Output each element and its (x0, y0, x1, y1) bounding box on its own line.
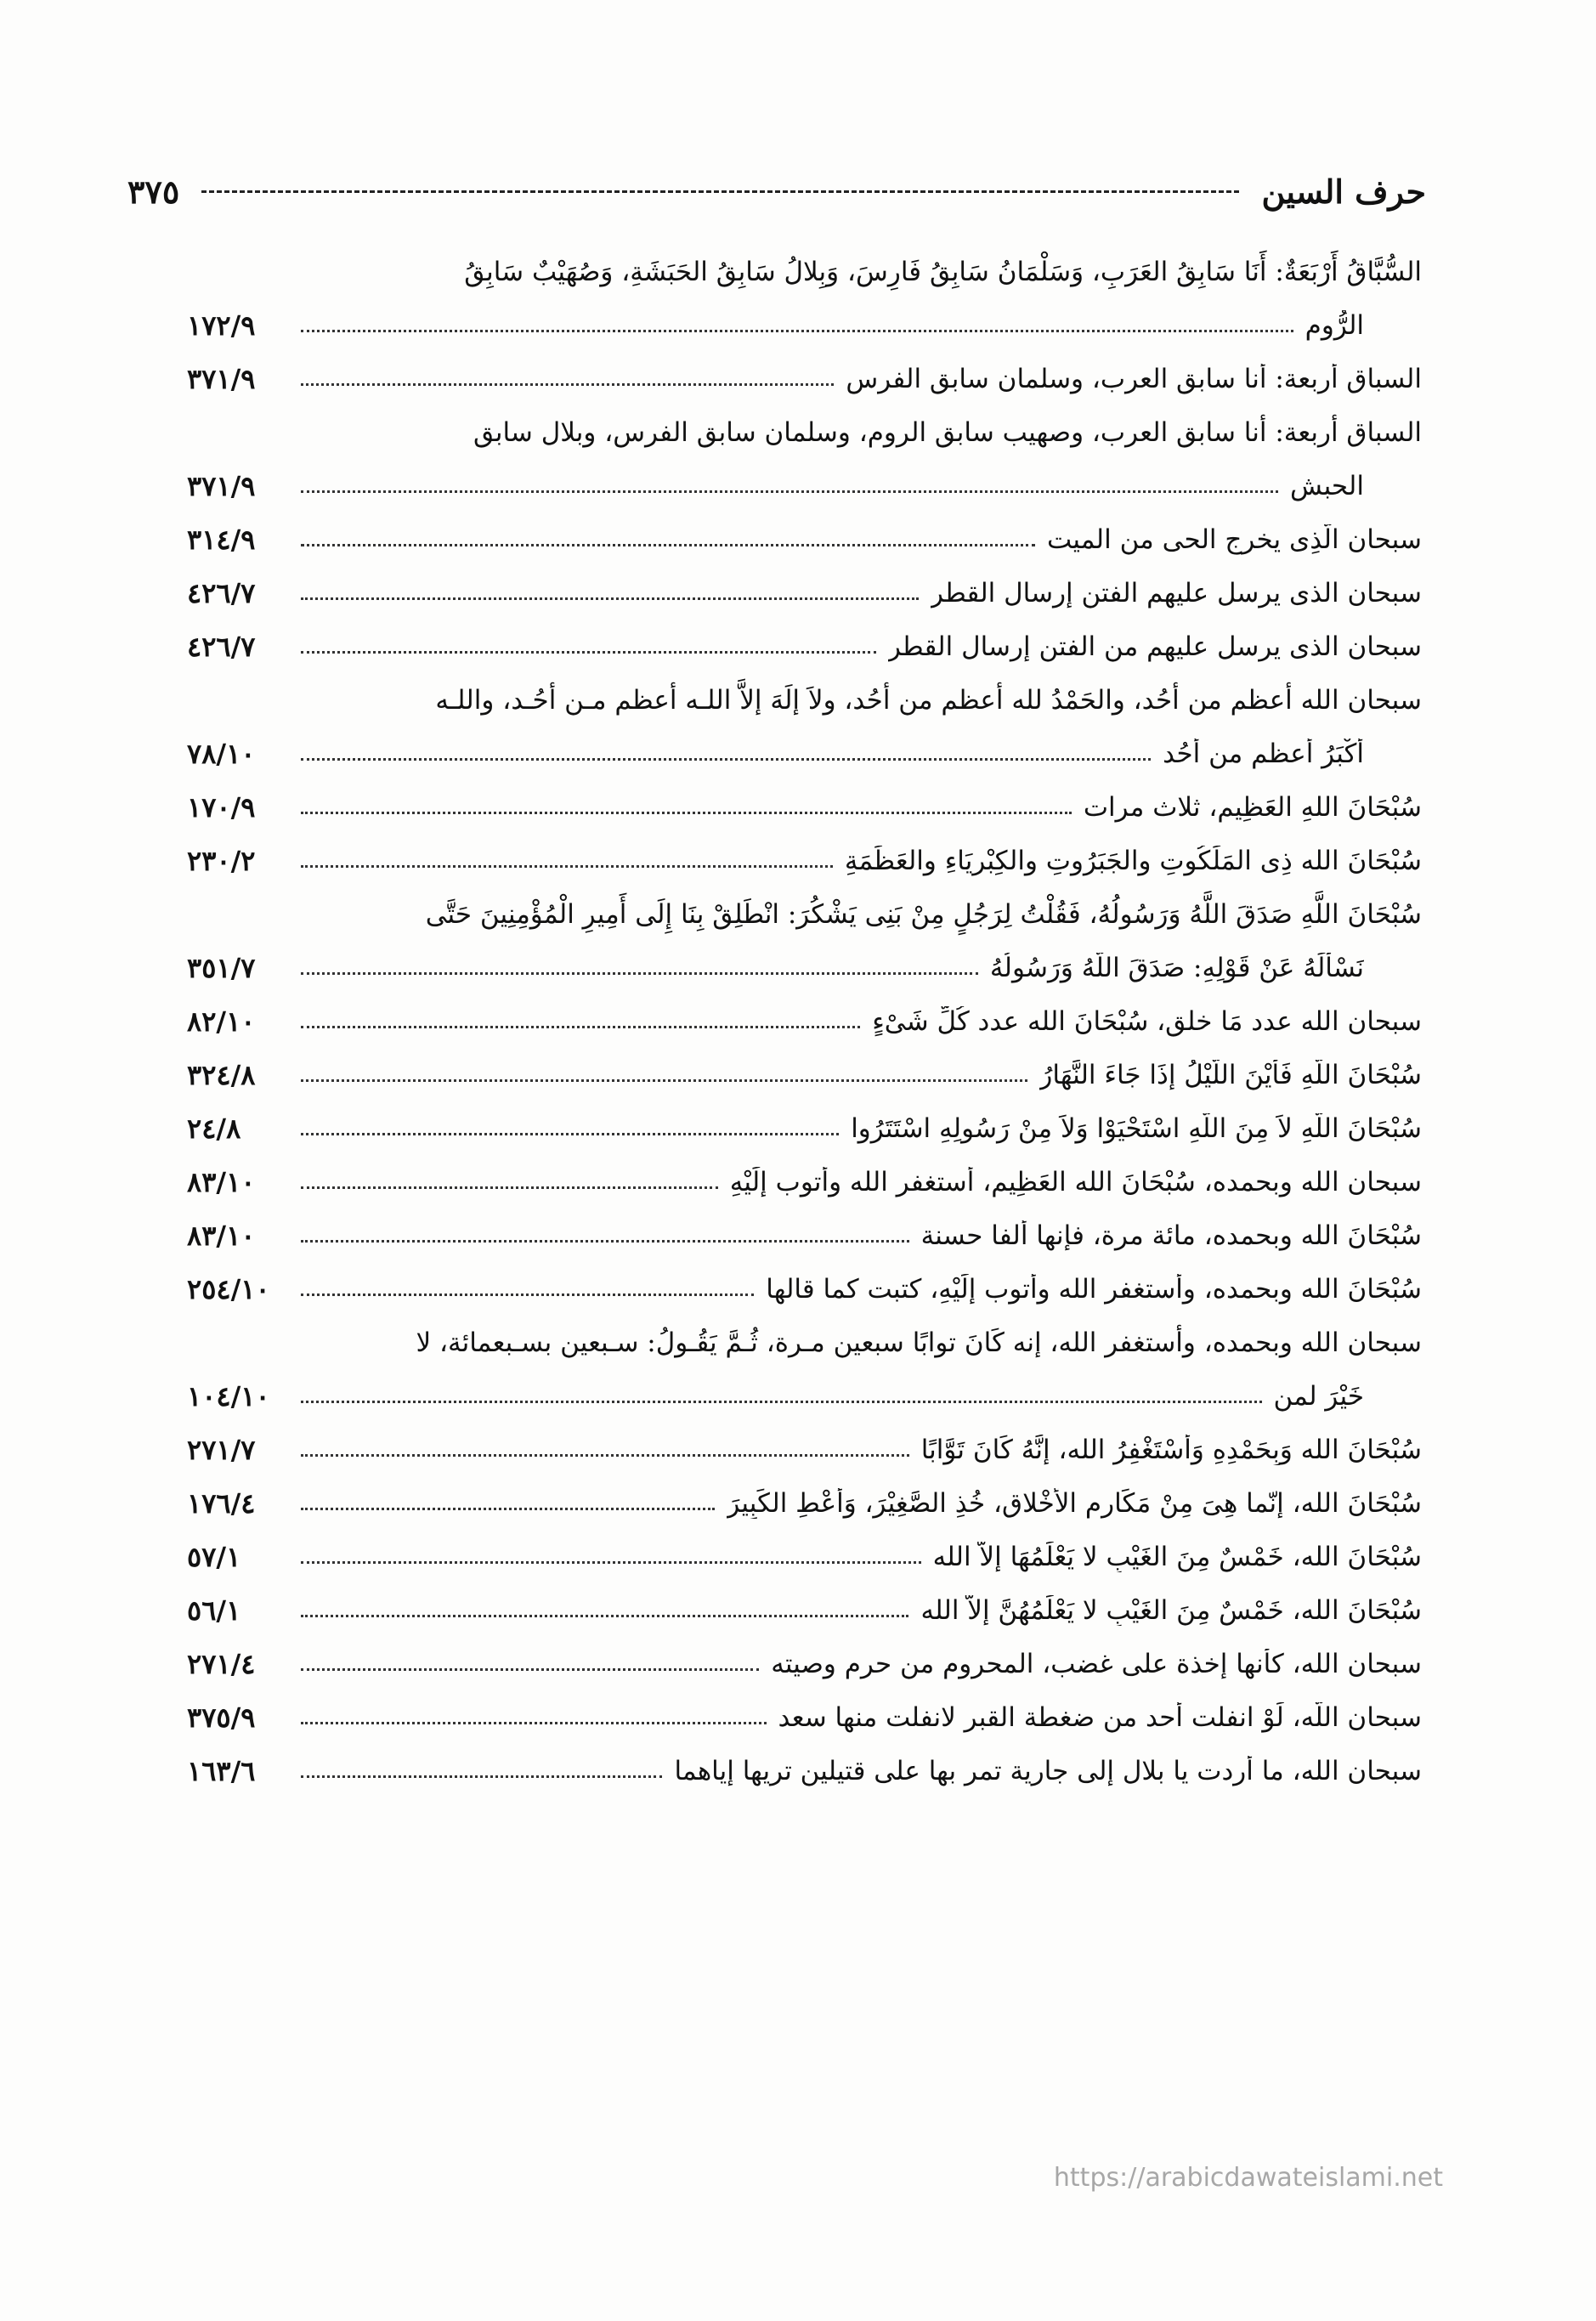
entry-continuation-line (187, 727, 1422, 780)
index-entry (187, 780, 1422, 834)
volume-page-reference: ٢٧١/٤ (187, 1647, 256, 1680)
entry-text: سبحان الذى يرسل عليهم من الفتن إرسال القطر (887, 631, 1422, 662)
entry-line (187, 994, 1422, 1048)
entry-line (187, 1530, 1422, 1583)
hadith-index-list (187, 245, 1422, 1797)
entry-text: سبحان الذى يرسل عليهم الفتن إرسال القطر (931, 577, 1422, 609)
volume-page-reference: ٣٧٥/٩ (187, 1701, 256, 1734)
dotted-leader (301, 1775, 662, 1778)
entry-text: سبحان الله عدد مَا خلق، سُبْحَانَ الله عدد كُلِّ شَىْءٍ (872, 1005, 1422, 1037)
entry-text: سُبْحَانَ الله وبحمده، مائة مرة، فإنها ألفا حسنة (920, 1220, 1422, 1251)
dotted-leader (301, 972, 978, 975)
volume-page-reference: ٤٢٦/٧ (187, 576, 256, 609)
volume-page-reference: ٢٥٤/١٠ (187, 1272, 270, 1305)
entry-line (187, 1048, 1422, 1101)
dotted-leader (301, 758, 1151, 761)
entry-line (187, 1101, 1422, 1155)
entry-continuation-line (187, 1369, 1422, 1423)
entry-line (187, 834, 1422, 887)
entry-line (187, 1262, 1422, 1316)
entry-text: سُبْحَانَ الله، خَمْسٌ مِنَ الغَيْبِ لا يَعْلَمُهَا إلاَّ الله (932, 1541, 1422, 1572)
volume-page-reference: ٣٧١/٩ (187, 469, 256, 502)
volume-page-reference: ٣٢٤/٨ (187, 1058, 256, 1091)
volume-page-reference: ٣٧١/٩ (187, 362, 256, 395)
dotted-leader (301, 1561, 921, 1564)
index-entry (187, 1101, 1422, 1155)
entry-text: سبحان الله أعظم من أحُد، والحَمْدُ لله أعظم من أحُد، ولاَ إلَهَ إلاَّ اللـه أعظم مـن أحُـد، واللـه (435, 684, 1422, 716)
index-entry (187, 673, 1422, 780)
entry-text: سُبْحَانَ اللهِ العَظِيمِ، ثلاث مرات (1083, 791, 1422, 823)
entry-text: السُّبَّاقُ أَرْبَعَةٌ: أَنَا سَابِقُ العَرَبِ، وَسَلْمَانُ سَابِقُ فَارِسَ، وَبِلالُ سَابِقُ الحَبَشَةِ، وَصُهَيْبٌ سَابِقُ (464, 256, 1422, 287)
entry-line (187, 566, 1422, 620)
index-entry (187, 994, 1422, 1048)
index-entry (187, 1583, 1422, 1637)
volume-page-reference: ١٧٦/٤ (187, 1486, 256, 1520)
volume-page-reference: ٨٢/١٠ (187, 1005, 256, 1038)
entry-line (187, 1583, 1422, 1637)
index-entry (187, 1530, 1422, 1583)
entry-text: سبحان الله وبحمده، سُبْحَانَ الله العَظِيمِ، أستغفر الله وأتوب إِلَيْهِ (729, 1166, 1422, 1197)
dotted-leader (301, 1133, 839, 1135)
dotted-leader (301, 1026, 860, 1028)
entry-text: سبحان الله وبحمده، وأستغفر الله، إنه كَانَ توابًا سبعين مـرة، ثُـمَّ يَقُـولُ: سـبعين بسـبعمائة، لا (416, 1327, 1422, 1358)
entry-text: سُبْحَانَ الله وبحمده، وأستغفر الله وأتوب إِلَيْهِ، كتبت كما قالها (766, 1273, 1422, 1305)
entry-line (187, 620, 1422, 673)
page-header (127, 161, 1426, 221)
watermark-url: https://arabicdawateislami.net (1053, 2163, 1443, 2193)
entry-line (187, 887, 1422, 941)
dotted-leader (301, 1294, 754, 1296)
entry-line (187, 1476, 1422, 1530)
dotted-leader (301, 1079, 1027, 1082)
dotted-leader (301, 651, 876, 654)
dotted-leader (301, 1454, 909, 1457)
entry-line (187, 1744, 1422, 1797)
volume-page-reference: ١٧٠/٩ (187, 790, 256, 824)
index-entry (187, 1690, 1422, 1744)
dotted-leader (301, 1186, 718, 1189)
dotted-leader (301, 865, 833, 868)
volume-page-reference: ١٦٣/٦ (187, 1754, 256, 1787)
index-entry (187, 512, 1422, 566)
entry-line (187, 1690, 1422, 1744)
entry-text: نَسْأَلَهُ عَنْ قَوْلِهِ: صَدَقَ اللَّهُ وَرَسُولُهُ (989, 952, 1364, 983)
entry-line (187, 1637, 1422, 1690)
entry-continuation-line (187, 459, 1422, 512)
entry-continuation-line (187, 298, 1422, 352)
entry-line (187, 245, 1422, 298)
entry-line (187, 1155, 1422, 1209)
dotted-leader (301, 597, 919, 600)
dotted-leader (301, 1240, 909, 1243)
index-entry (187, 1316, 1422, 1423)
entry-text: خَيْرَ لمن (1273, 1380, 1364, 1412)
index-entry (187, 566, 1422, 620)
entry-text: سُبْحَانَ اللَّهِ فَأَيْنَ اللَّيْلُ إِذَا جَاءَ النَّهَارُ (1039, 1059, 1422, 1090)
dotted-leader (301, 383, 834, 386)
index-entry (187, 1048, 1422, 1101)
volume-page-reference: ١٠٤/١٠ (187, 1379, 270, 1412)
entry-line (187, 1316, 1422, 1369)
dotted-leader (301, 490, 1278, 493)
dotted-leader (301, 330, 1293, 332)
volume-page-reference: ٨٣/١٠ (187, 1165, 256, 1198)
entry-line (187, 1209, 1422, 1262)
volume-page-reference: ٥٧/١ (187, 1540, 241, 1573)
entry-line (187, 1423, 1422, 1476)
volume-page-reference: ٢٤/٨ (187, 1112, 241, 1145)
index-entry (187, 352, 1422, 405)
dotted-leader (301, 1401, 1262, 1403)
index-entry (187, 887, 1422, 994)
volume-page-reference: ٧٨/١٠ (187, 737, 256, 770)
dotted-leader (301, 1508, 715, 1510)
index-entry (187, 1209, 1422, 1262)
entry-text: سُبْحَانَ الله، خَمْسٌ مِنَ الغَيْبِ لا يَعْلَمُهُنَّ إلاّ الله (920, 1594, 1422, 1626)
entry-line (187, 352, 1422, 405)
index-entry (187, 1637, 1422, 1690)
entry-line (187, 780, 1422, 834)
page-number: ٣٧٥ (127, 172, 180, 211)
entry-text: أكْبَرُ أعظم من أحُد (1163, 738, 1364, 769)
dotted-leader (301, 1722, 767, 1724)
index-entry (187, 620, 1422, 673)
chapter-title: حرف السين (1261, 172, 1426, 211)
index-entry (187, 1155, 1422, 1209)
entry-text: سُبْحَانَ اللَّهِ صَدَقَ اللَّهُ وَرَسُولُهُ، فَقُلْتُ لِرَجُلٍ مِنْ بَنِى يَشْكُرَ: انْطَلِقْ بِنَا إِلَى أَمِيرِ الْمُؤْمِنِينَ حَتَّى (425, 898, 1422, 930)
volume-page-reference: ١٧٢/٩ (187, 309, 256, 342)
entry-text: السباق أربعة: أنا سابق العرب، وسلمان سابق الفرس (846, 363, 1422, 394)
entry-text: سبحان الله، كأنها إخذة على غضب، المحروم من حرم وصيته (771, 1648, 1422, 1679)
volume-page-reference: ٢٧١/٧ (187, 1433, 256, 1466)
entry-text: سبحان اللَّه، لَوْ انفلت أحد من ضغطة القبر لانفلت منها سعد (778, 1701, 1422, 1733)
index-entry (187, 1476, 1422, 1530)
volume-page-reference: ٤٢٦/٧ (187, 630, 256, 663)
dotted-leader (301, 544, 1035, 546)
index-entry (187, 405, 1422, 512)
entry-text: الرُّومِ (1305, 309, 1364, 341)
entry-text: سبحان الَّذِى يخرج الحى من الميت (1046, 524, 1422, 555)
entry-text: الحبش (1290, 470, 1364, 501)
index-entry (187, 1423, 1422, 1476)
volume-page-reference: ٣٥١/٧ (187, 951, 256, 984)
entry-continuation-line (187, 941, 1422, 994)
volume-page-reference: ٣١٤/٩ (187, 523, 256, 556)
entry-text: السباق أربعة: أنا سابق العرب، وصهيب سابق الروم، وسلمان سابق الفرس، وبلال سابق (473, 416, 1422, 448)
volume-page-reference: ٥٦/١ (187, 1594, 241, 1627)
volume-page-reference: ٢٣٠/٢ (187, 844, 256, 877)
dotted-leader (301, 1668, 759, 1671)
index-entry (187, 834, 1422, 887)
volume-page-reference: ٨٣/١٠ (187, 1219, 256, 1252)
index-entry (187, 245, 1422, 352)
entry-line (187, 512, 1422, 566)
header-dashed-rule (201, 190, 1239, 193)
entry-text: سُبْحَانَ الله ذِى المَلَكُوتِ والجَبَرُوتِ والكِبْرِيَاءِ والعَظَمَةِ (844, 845, 1422, 876)
entry-text: سُبْحَانَ اللَّهِ لاَ مِنَ اللَّهِ اسْتَحْيَوْا وَلاَ مِنْ رَسُولِهِ اسْتَتَرُوا (851, 1112, 1422, 1144)
entry-line (187, 405, 1422, 459)
dotted-leader (301, 1615, 908, 1617)
index-entry (187, 1744, 1422, 1797)
entry-text: سبحان الله، ما أردت يا بلال إلى جارية تمر بها على قتيلين تريها إياهما (674, 1755, 1422, 1786)
entry-text: سُبْحَانَ الله وَبِحَمْدِهِ وَأَسْتَغْفِرُ الله، إِنَّهُ كَانَ تَوَّابًا (920, 1434, 1422, 1465)
dotted-leader (301, 812, 1072, 814)
entry-text: سُبْحَانَ الله، إنّما هِىَ مِنْ مَكَارِمِ الأخْلاقِ، خُذِ الصَّغِيْرَ، وَأَعْطِ الكَبِيرَ (727, 1487, 1422, 1519)
entry-line (187, 673, 1422, 727)
index-entry (187, 1262, 1422, 1316)
